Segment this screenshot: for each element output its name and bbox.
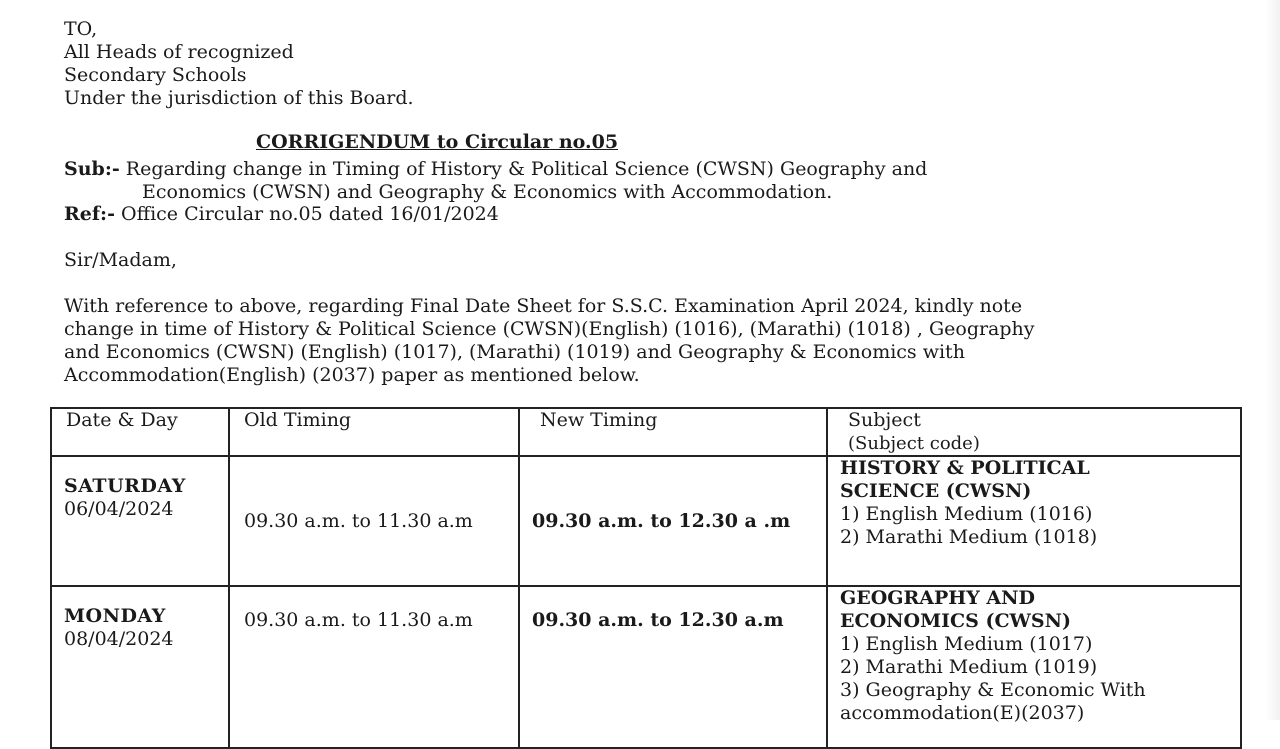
address-schools: Secondary Schools xyxy=(64,64,247,86)
day-name: MONDAY xyxy=(64,605,166,627)
address-recipients: All Heads of recognized xyxy=(64,41,294,63)
subject-heading: ECONOMICS (CWSN) xyxy=(840,610,1071,632)
subject-text-2: Economics (CWSN) and Geography & Economics with Accommodation. xyxy=(142,181,833,203)
subject-item: 1) English Medium (1016) xyxy=(840,503,1093,525)
subject-heading: GEOGRAPHY AND xyxy=(840,587,1036,609)
address-jurisdiction: Under the jurisdiction of this Board. xyxy=(64,87,414,109)
header-subject-code: (Subject code) xyxy=(848,433,980,454)
salutation: Sir/Madam, xyxy=(64,249,177,271)
timing-change-table xyxy=(50,407,1242,749)
paragraph-line-1: With reference to above, regarding Final Date Sheet for S.S.C. Examination April 2024, kindly note xyxy=(64,295,1023,317)
subject-item: 1) English Medium (1017) xyxy=(840,633,1093,655)
table-row xyxy=(51,456,1241,586)
header-new-timing: New Timing xyxy=(519,408,827,456)
cell-old-timing: 09.30 a.m. to 11.30 a.m xyxy=(229,456,519,586)
subject-item: 2) Marathi Medium (1019) xyxy=(840,656,1098,678)
day-name: SATURDAY xyxy=(64,475,186,497)
subject-item: 2) Marathi Medium (1018) xyxy=(840,526,1098,548)
exam-date: 08/04/2024 xyxy=(64,628,174,650)
cell-subject xyxy=(827,456,1241,586)
header-date-day: Date & Day xyxy=(51,408,229,456)
subject-label: Sub:- xyxy=(64,158,120,180)
cell-old-timing: 09.30 a.m. to 11.30 a.m xyxy=(229,586,519,748)
header-old-timing: Old Timing xyxy=(229,408,519,456)
paragraph-line-4: Accommodation(English) (2037) paper as mentioned below. xyxy=(64,364,640,386)
subject-item: 3) Geography & Economic With xyxy=(840,679,1146,701)
subject-text-1: Regarding change in Timing of History & Political Science (CWSN) Geography and xyxy=(125,158,928,180)
subject-line-1 xyxy=(64,158,927,181)
cell-subject xyxy=(827,586,1241,748)
subject-item: accommodation(E)(2037) xyxy=(840,702,1085,724)
exam-date: 06/04/2024 xyxy=(64,498,174,520)
paragraph-line-3: and Economics (CWSN) (English) (1017), (Marathi) (1019) and Geography & Economics with xyxy=(64,341,965,363)
reference-text: Office Circular no.05 dated 16/01/2024 xyxy=(121,203,499,225)
header-subject xyxy=(827,408,1241,456)
reference-line xyxy=(64,203,499,226)
cell-date-day xyxy=(51,586,229,748)
table-header-row xyxy=(51,408,1241,456)
address-to: TO, xyxy=(64,18,98,40)
document-title: CORRIGENDUM to Circular no.05 xyxy=(256,131,619,153)
subject-heading: SCIENCE (CWSN) xyxy=(840,480,1032,502)
cell-date-day xyxy=(51,456,229,586)
cell-new-timing: 09.30 a.m. to 12.30 a.m xyxy=(519,586,827,748)
header-subject-label: Subject xyxy=(848,409,921,431)
cell-new-timing: 09.30 a.m. to 12.30 a .m xyxy=(519,456,827,586)
reference-label: Ref:- xyxy=(64,203,115,225)
table-row xyxy=(51,586,1241,748)
paragraph-line-2: change in time of History & Political Science (CWSN)(English) (1016), (Marathi) (1018) , Geography xyxy=(64,318,1035,340)
subject-heading: HISTORY & POLITICAL xyxy=(840,457,1090,479)
scan-edge-shadow xyxy=(1266,0,1280,720)
